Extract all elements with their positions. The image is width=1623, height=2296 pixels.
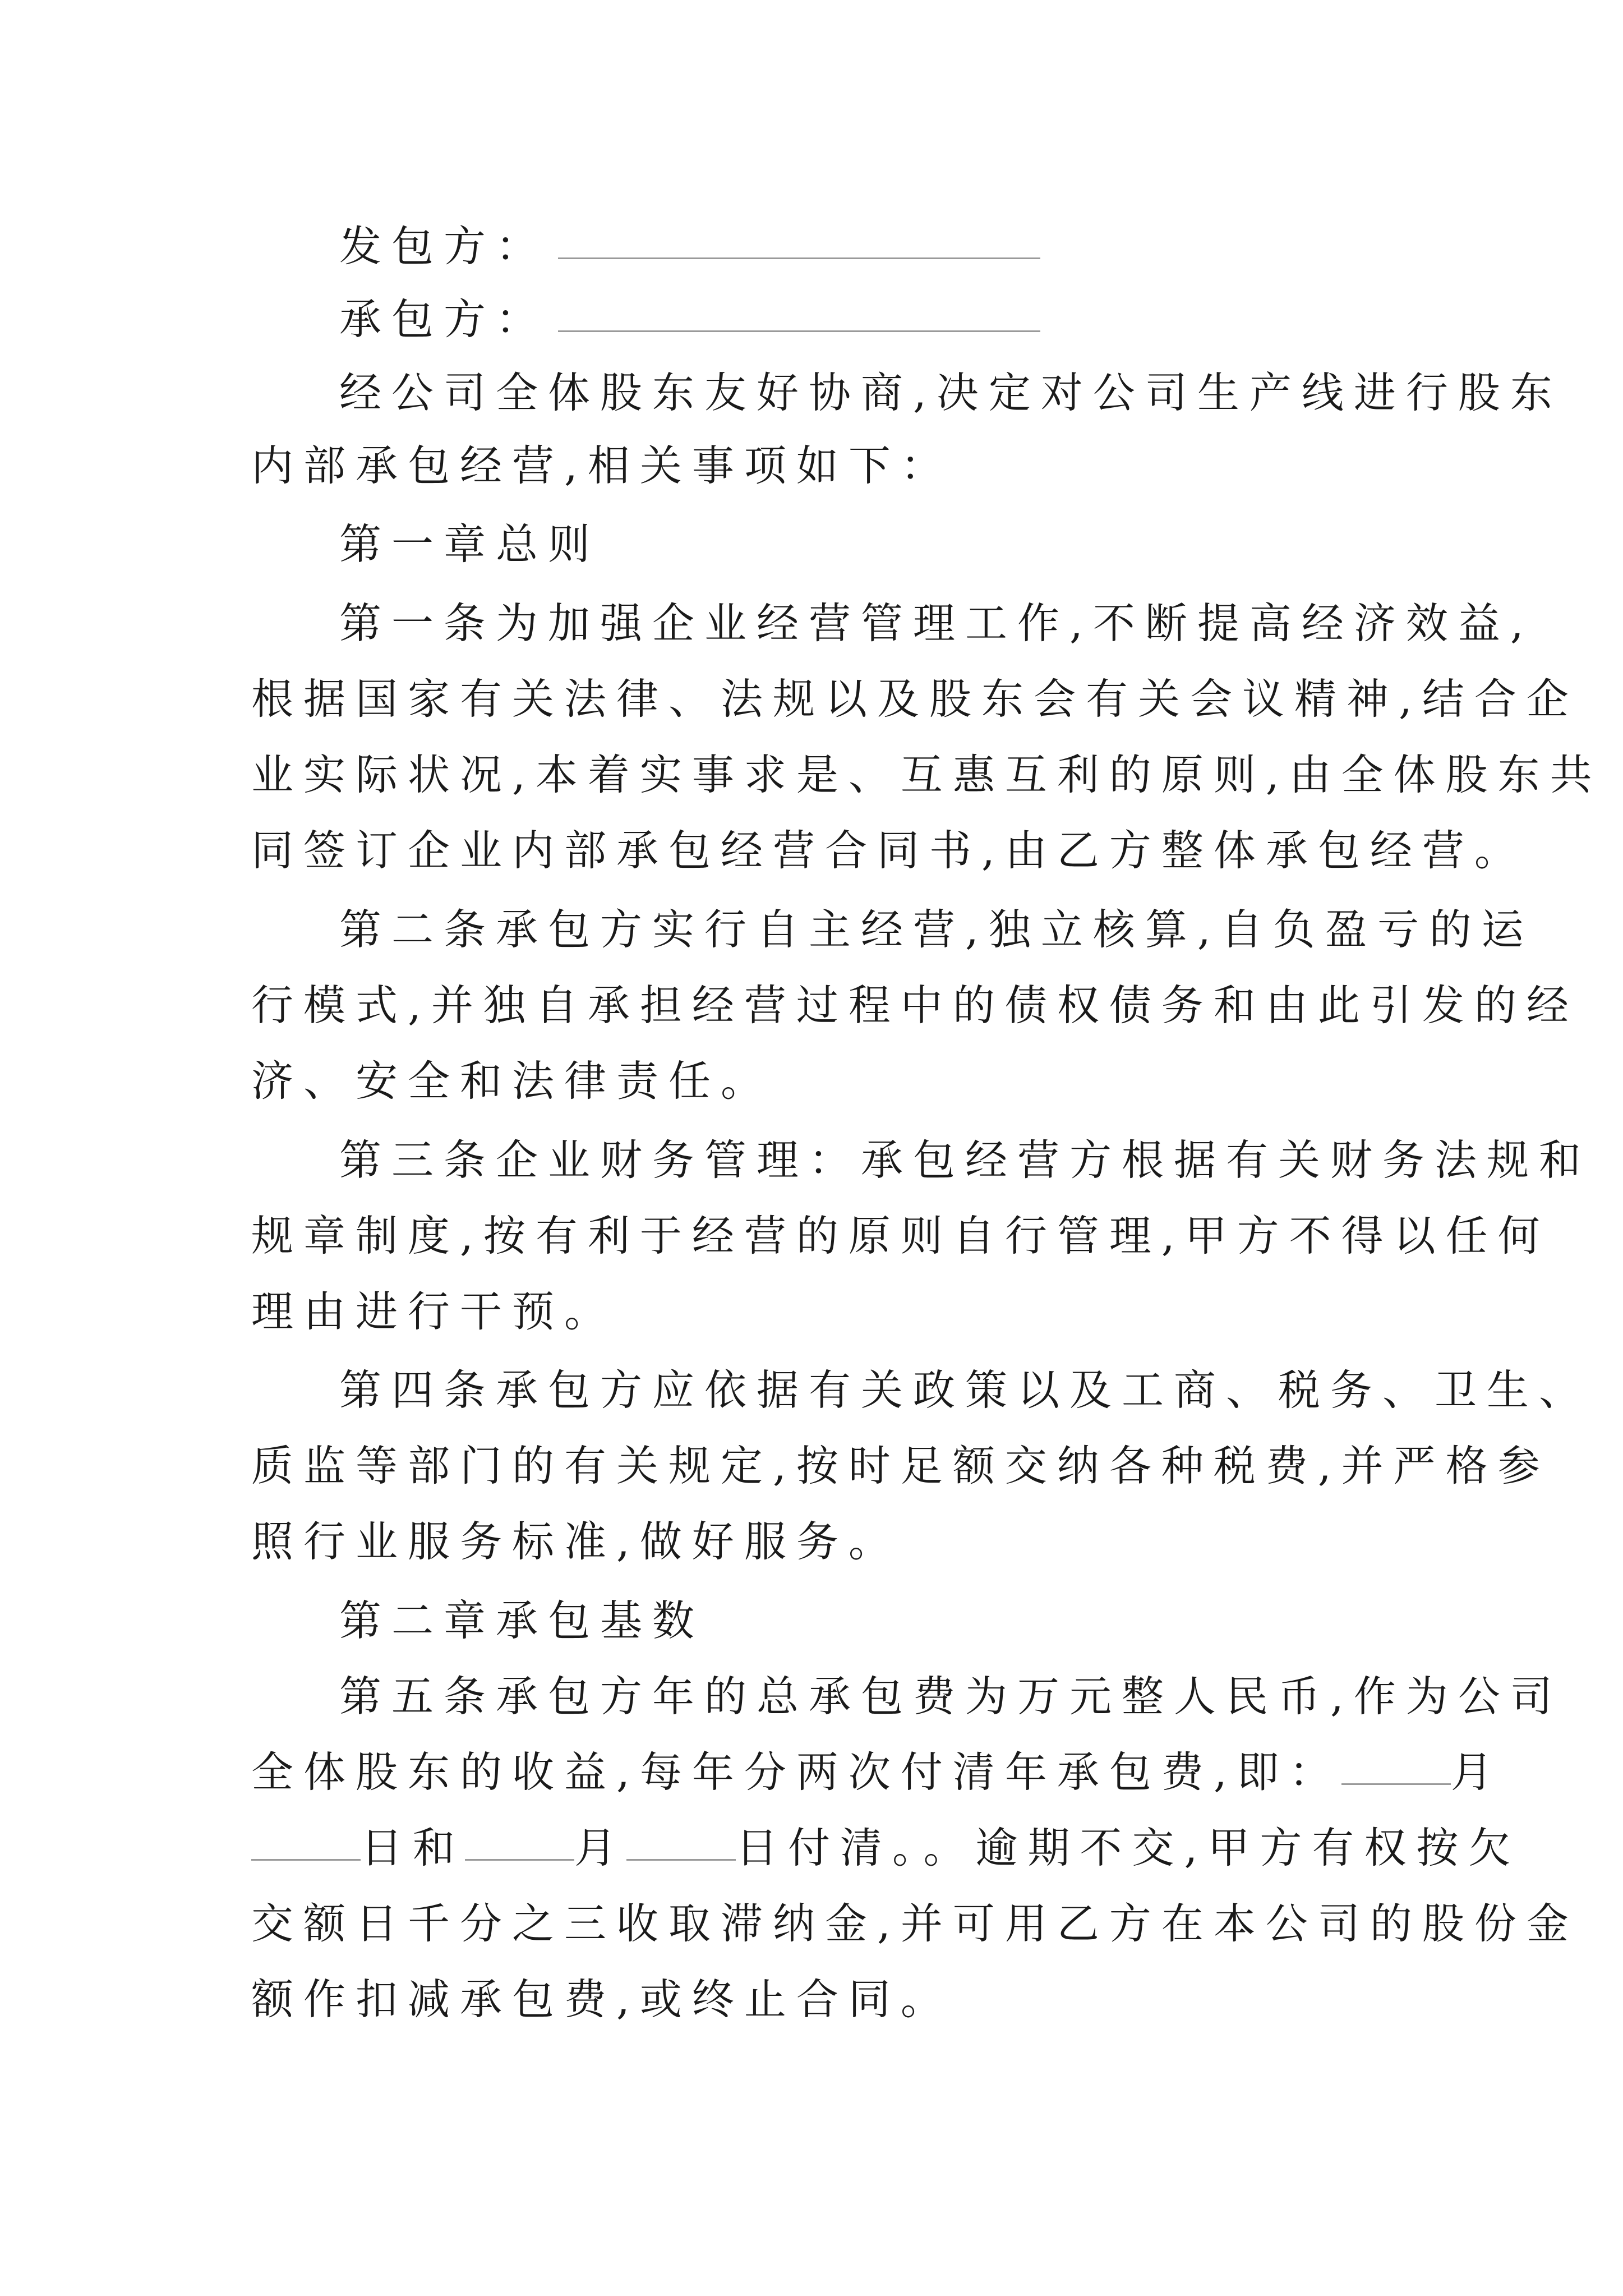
article-4-line-1: 第四条承包方应依据有关政策以及工商、税务、卫生、 [339, 1365, 1592, 1415]
article-5-line-5: 额作扣减承包费,或终止合同。 [251, 1975, 953, 2024]
first-month-label: 月 [1450, 1747, 1503, 1797]
article-2-line-1: 第二条承包方实行自主经营,独立核算,自负盈亏的运 [339, 905, 1534, 954]
article-1-line-2: 根据国家有关法律、法规以及股东会有关会议精神,结合企 [251, 674, 1579, 724]
article-1-line-4: 同签订企业内部承包经营合同书,由乙方整体承包经营。 [251, 826, 1527, 875]
issuer-label: 发包方： [339, 222, 548, 271]
day-paid-text: 日付清。。逾期不交,甲方有权按欠 [736, 1823, 1521, 1872]
article-1-line-3: 业实际状况,本着实事求是、互惠互利的原则,由全体股东共 [251, 750, 1602, 799]
first-day-and-label: 日和 [361, 1823, 465, 1872]
article-5-line-2 [251, 1738, 1503, 1806]
article-1-line-1: 第一条为加强企业经营管理工作,不断提高经济效益, [339, 599, 1534, 648]
contractor-label: 承包方： [339, 295, 548, 344]
contractor-blank[interactable] [558, 286, 1040, 332]
article-5-line-4: 交额日千分之三收取滞纳金,并可用乙方在本公司的股份金 [251, 1899, 1579, 1948]
chapter-1-title: 第一章总则 [339, 519, 601, 569]
article-3-line-3: 理由进行干预。 [251, 1287, 617, 1336]
article-2-line-3: 济、安全和法律责任。 [251, 1056, 773, 1106]
chapter-2-title: 第二章承包基数 [339, 1596, 705, 1645]
issuer-blank[interactable] [558, 213, 1040, 259]
article-4-line-3: 照行业服务标准,做好服务。 [251, 1517, 901, 1566]
intro-line-1: 经公司全体股东友好协商,决定对公司生产线进行股东 [339, 368, 1562, 417]
article-3-line-1: 第三条企业财务管理：承包经营方根据有关财务法规和 [339, 1135, 1592, 1185]
second-month-label: 月 [574, 1823, 627, 1872]
article-3-line-2: 规章制度,按有利于经营的原则自行管理,甲方不得以任何 [251, 1211, 1550, 1260]
second-day-blank[interactable] [626, 1814, 736, 1861]
intro-line-2: 内部承包经营,相关事项如下： [251, 441, 953, 490]
article-4-line-2: 质监等部门的有关规定,按时足额交纳各种税费,并严格参 [251, 1441, 1550, 1490]
contractor-line [339, 286, 1040, 353]
first-day-blank[interactable] [251, 1814, 361, 1861]
article-2-line-2: 行模式,并独自承担经营过程中的债权债务和由此引发的经 [251, 981, 1579, 1030]
first-month-blank[interactable] [1341, 1738, 1451, 1785]
article-5-line-1: 第五条承包方年的总承包费为万元整人民币,作为公司 [339, 1672, 1562, 1721]
article-5-line-3 [251, 1814, 1520, 1881]
article-5-line-2-text: 全体股东的收益,每年分两次付清年承包费,即： [251, 1747, 1341, 1797]
second-month-blank[interactable] [465, 1814, 574, 1861]
issuer-line [339, 213, 1040, 280]
